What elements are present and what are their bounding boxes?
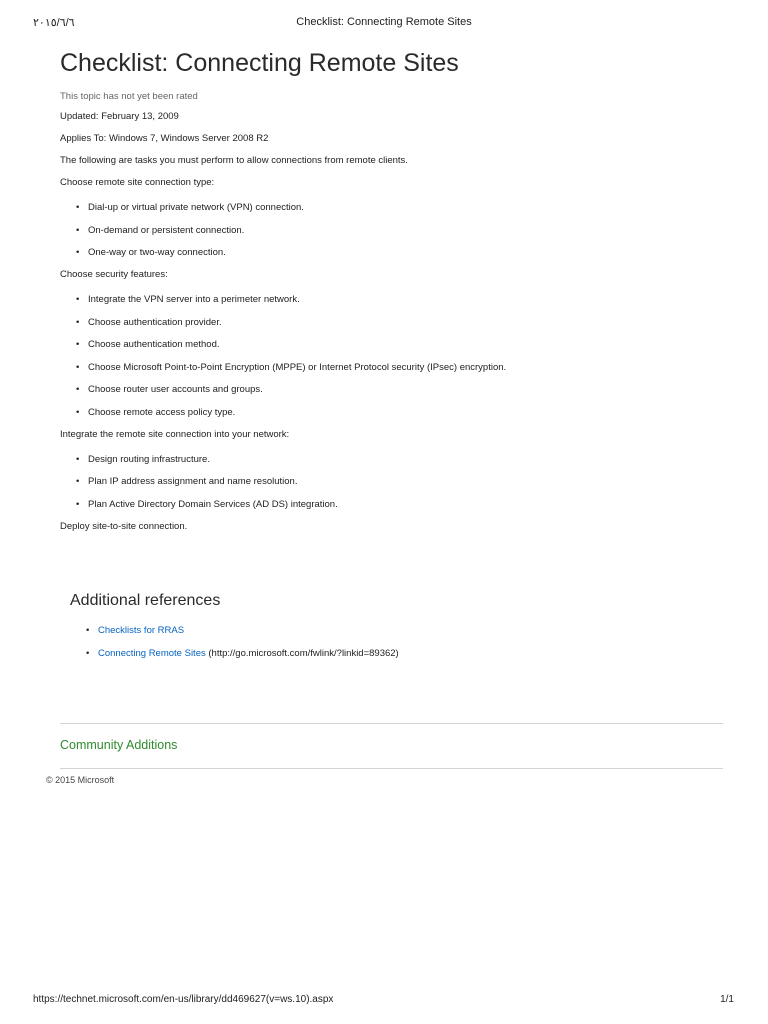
community-additions-heading[interactable]: Community Additions (60, 738, 178, 752)
list-item-text: Plan Active Directory Domain Services (AD DS) integration. (88, 498, 338, 510)
link-checklists-for-rras[interactable]: Checklists for RRAS (98, 625, 185, 636)
list-item-text: Choose authentication provider. (88, 316, 222, 328)
list-item-text: One-way or two-way connection. (88, 247, 226, 258)
link-connecting-remote-sites[interactable]: Connecting Remote Sites (98, 648, 206, 659)
bullet-icon: • (86, 625, 90, 636)
list-item (60, 361, 724, 375)
list-item (60, 293, 724, 307)
applies-to: Applies To: Windows 7, Windows Server 2008 R2 (60, 133, 269, 144)
list-item (60, 201, 724, 215)
updated-date: Updated: February 13, 2009 (60, 111, 179, 122)
print-footer (0, 994, 768, 1008)
list-item-text: Dial-up or virtual private network (VPN) connection. (88, 202, 304, 213)
bullet-icon: • (76, 361, 80, 373)
print-footer-url: https://technet.microsoft.com/en-us/library/dd469627(v=ws.10).aspx (33, 994, 334, 1005)
references-list (70, 624, 399, 670)
section-label-connection-type: Choose remote site connection type: (60, 177, 215, 188)
section-label-security: Choose security features: (60, 269, 168, 280)
list-item-text: Integrate the VPN server into a perimeter network. (88, 294, 300, 305)
list-item (60, 453, 724, 467)
task-list-integrate (60, 453, 724, 512)
list-item (60, 316, 724, 330)
page-title: Checklist: Connecting Remote Sites (60, 49, 459, 77)
intro-text: The following are tasks you must perform to allow connections from remote clients. (60, 155, 408, 166)
bullet-icon: • (76, 453, 80, 465)
bullet-icon: • (76, 406, 80, 418)
task-list-security (60, 293, 724, 420)
rating-text[interactable]: This topic has not yet been rated (60, 91, 198, 102)
print-header-title: Checklist: Connecting Remote Sites (296, 16, 472, 28)
bullet-icon: • (76, 339, 80, 350)
list-item (60, 246, 724, 260)
additional-references-heading: Additional references (70, 592, 221, 609)
list-item-text: Plan IP address assignment and name resolution. (88, 476, 298, 487)
bullet-icon: • (76, 224, 80, 236)
print-header-date: ٢٠١٥/٦/٦ (33, 17, 75, 29)
list-item-text: Choose remote access policy type. (88, 406, 236, 418)
print-footer-page: 1/1 (720, 994, 734, 1005)
bullet-icon: • (76, 202, 80, 213)
list-item (70, 624, 399, 638)
bullet-icon: • (76, 476, 80, 487)
bullet-icon: • (76, 498, 80, 510)
list-item (60, 475, 724, 489)
bullet-icon: • (86, 648, 90, 659)
section-label-integrate: Integrate the remote site connection into your network: (60, 428, 290, 440)
print-header (0, 16, 768, 32)
copyright: © 2015 Microsoft (46, 775, 115, 785)
divider (60, 768, 723, 769)
list-item-text: Choose router user accounts and groups. (88, 384, 263, 395)
list-item (60, 224, 724, 238)
list-item-text: Choose Microsoft Point-to-Point Encryption (MPPE) or Internet Protocol security (IPsec) encryption. (88, 361, 507, 373)
bullet-icon: • (76, 316, 80, 328)
list-item-text: Design routing infrastructure. (88, 453, 210, 465)
list-item-text: Choose authentication method. (88, 339, 220, 350)
task-list-connection-type (60, 201, 724, 260)
deploy-text: Deploy site-to-site connection. (60, 520, 188, 532)
list-item-text: On-demand or persistent connection. (88, 224, 245, 236)
list-item (60, 406, 724, 420)
bullet-icon: • (76, 247, 80, 258)
bullet-icon: • (76, 384, 80, 395)
article-content (60, 46, 724, 532)
list-item (60, 383, 724, 397)
list-item (70, 647, 399, 661)
divider (60, 723, 723, 724)
bullet-icon: • (76, 294, 80, 305)
list-item (60, 498, 724, 512)
list-item (60, 338, 724, 352)
reference-suffix: (http://go.microsoft.com/fwlink/?linkid=89362) (205, 648, 399, 659)
